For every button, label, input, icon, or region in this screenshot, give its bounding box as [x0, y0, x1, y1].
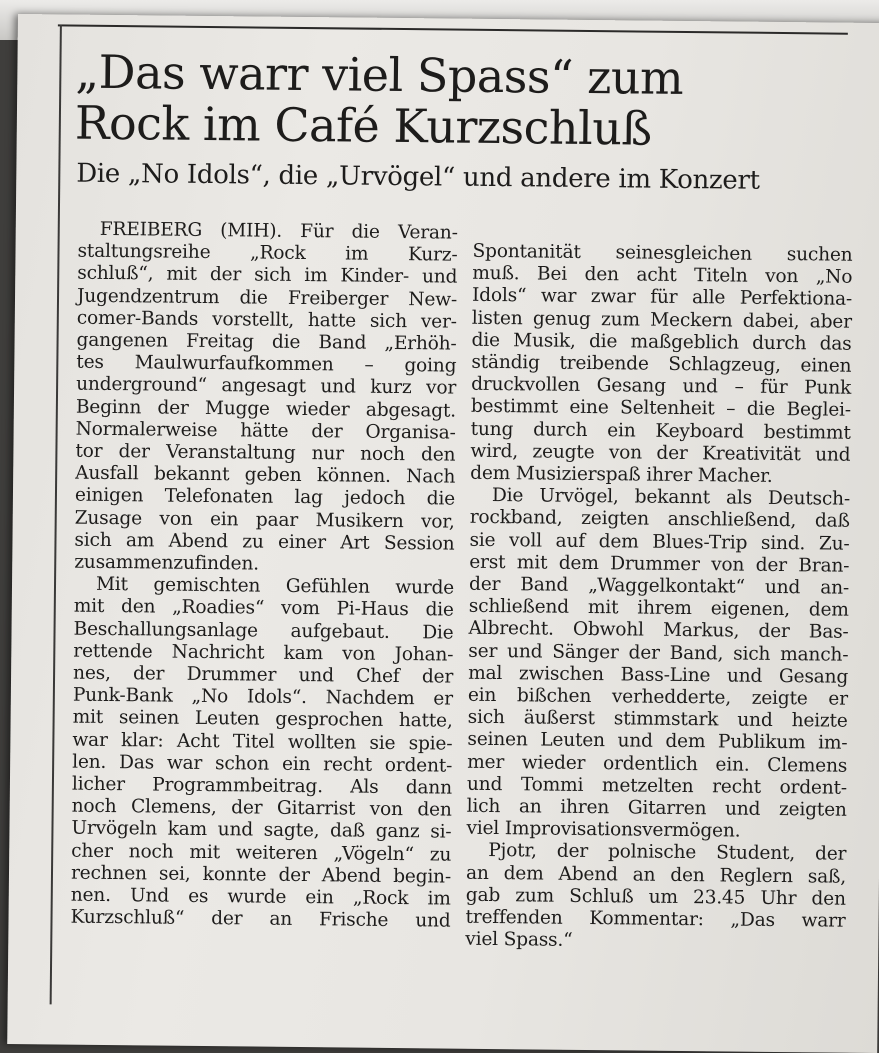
text-line: seinen Leuten und dem Publikum im-: [467, 729, 848, 755]
text-line: rockband, zeigten anschließend, daß: [469, 507, 850, 533]
text-line: nes, der Drummer und Chef der: [72, 662, 454, 688]
text-line: FREIBERG (MIH). Für die Veran-: [99, 218, 458, 244]
text-line: Albrecht. Obwohl Markus, der Bas-: [468, 618, 849, 644]
text-line: sich äußerst stimmstark und heizte: [467, 707, 848, 732]
text-line: Kurzschluß“ der an Frische und: [70, 906, 451, 932]
text-line: listen genug zum Meckern dabei, aber: [471, 307, 852, 333]
text-line: Punk-Bank „No Idols“. Nachdem er: [72, 684, 453, 710]
text-line: rechnen sei, konnte der Abend begin-: [70, 862, 452, 888]
text-line: war klar: Acht Titel wollten sie spie-: [72, 729, 453, 755]
text-line: gab zum Schluß um 23.45 Uhr den: [465, 884, 846, 910]
headline-line-2: Rock im Café Kurzschluß: [74, 95, 652, 156]
text-line: viel Improvisationsvermögen.: [466, 818, 741, 842]
text-line: cher noch mit weiteren „Vögeln“ zu: [71, 840, 452, 866]
text-line: viel Spass.“: [465, 929, 573, 952]
text-line: tes Maulwurfaufkommen – going: [76, 351, 457, 377]
text-line: Pjotr, der polnische Student, der: [488, 840, 847, 866]
text-line: staltungsreihe „Rock im Kurz-: [77, 240, 458, 266]
text-line: ser und Sänger der Band, sich manch-: [468, 640, 849, 666]
text-line: Die Urvögel, bekannt als Deutsch-: [491, 485, 851, 510]
text-line: schluß“, mit der sich im Kinder- und: [77, 263, 458, 289]
text-line: erst mit dem Drummer von der Bran-: [469, 551, 850, 577]
text-line: lich an ihren Gitarren und zeigten: [466, 795, 847, 821]
text-line: sie voll auf dem Blues-Trip sind. Zu-: [469, 529, 850, 555]
text-line: zusammenzufinden.: [74, 551, 259, 575]
subheadline: Die „No Idols“, die „Urvögel“ und andere im Konzert: [76, 158, 760, 196]
text-line: Mit gemischten Gefühlen wurde: [95, 574, 455, 599]
text-line: Normalerweise hätte der Organisa-: [75, 418, 456, 444]
text-line: ein bißchen verhedderte, zeigte er: [467, 684, 848, 710]
text-line: tung durch ein Keyboard bestimmt: [470, 418, 851, 444]
text-line: mal zwischen Bass-Line und Gesang: [468, 662, 849, 688]
article: [58, 24, 858, 952]
text-line: mer wieder ordentlich ein. Clemens: [467, 751, 848, 777]
text-line: len. Das war schon ein recht ordent-: [72, 751, 453, 777]
text-line: licher Programmbeitrag. Als dann: [71, 773, 453, 799]
headline-line-1: „Das warr viel Spass“ zum: [75, 44, 684, 105]
text-line: sich am Abend zu einer Art Session: [74, 529, 455, 555]
text-line: Beschallungsanlage aufgebaut. Die: [73, 618, 454, 644]
text-line: schließend mit ihrem eigenen, dem: [468, 596, 849, 621]
text-line: der Band „Waggelkontakt“ und an-: [468, 573, 850, 599]
text-line: tor der Veranstaltung nur noch den: [75, 440, 456, 466]
text-line: comer-Bands vorstellt, hatte sich ver-: [76, 307, 457, 333]
text-line: noch Clemens, der Gitarrist von den: [71, 795, 452, 821]
text-line: Ausfall bekannt geben können. Nach: [75, 462, 456, 488]
text-line: gangenen Freitag die Band „Erhöh-: [76, 329, 457, 355]
headline: [74, 44, 684, 156]
top-rule: [58, 24, 848, 34]
text-line: ständig treibende Schlagzeug, einen: [471, 351, 852, 377]
text-line: Zusage von ein paar Musikern vor,: [74, 507, 455, 533]
text-line: underground“ angesagt und kurz vor: [76, 374, 457, 400]
text-line: bestimmt eine Seltenheit – die Beglei-: [470, 396, 852, 422]
text-line: druckvollen Gesang und – für Punk: [471, 373, 852, 399]
left-rule: [50, 24, 62, 1004]
text-line: mit seinen Leuten gesprochen hatte,: [72, 707, 453, 733]
text-line: die Musik, die maßgeblich durch das: [471, 329, 852, 355]
text-line: Idols“ war zwar für alle Perfektiona-: [471, 285, 853, 311]
text-line: Urvögeln kam und sagte, daß ganz si-: [71, 818, 452, 844]
text-line: nen. Und es wurde ein „Rock im: [70, 884, 451, 910]
text-line: und Tommi metzelten recht ordent-: [466, 773, 848, 799]
text-line: Jugendzentrum die Freiberger New-: [76, 285, 458, 311]
text-line: dem Musizierspaß ihrer Macher.: [470, 462, 773, 487]
left-column: [70, 219, 457, 933]
text-line: Beginn der Mugge wieder abgesagt.: [75, 396, 456, 422]
text-line: mit den „Roadies“ vom Pi-Haus die: [73, 596, 454, 622]
right-column: [465, 241, 852, 955]
text-line: Spontanität seinesgleichen suchen: [472, 240, 853, 266]
text-line: an dem Abend an den Reglern saß,: [465, 862, 847, 888]
text-line: rettende Nachricht kam von Johan-: [73, 640, 454, 666]
text-line: treffenden Kommentar: „Das warr: [465, 906, 846, 932]
newspaper-clipping: [7, 14, 879, 1053]
text-line: muß. Bei den acht Titeln von „No: [472, 262, 853, 288]
text-line: wird, zeugte von der Kreativität und: [470, 440, 851, 466]
text-line: einigen Telefonaten lag jedoch die: [74, 485, 456, 511]
